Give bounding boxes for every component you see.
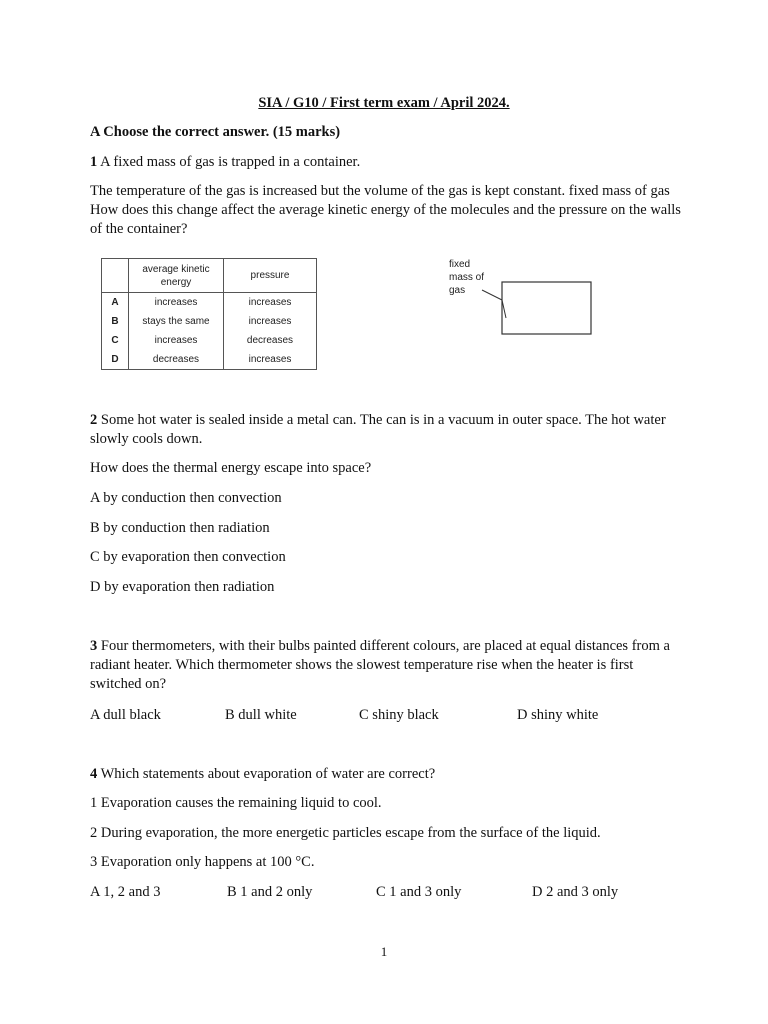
row-ke: increases: [129, 293, 224, 313]
question-3-option: B dull white: [225, 707, 297, 723]
question-1-intro: [90, 153, 360, 172]
question-4-text: [90, 765, 435, 784]
exam-title: SIA / G10 / First term exam / April 2024.: [258, 95, 510, 111]
table-row: [102, 293, 317, 313]
row-pressure: increases: [224, 293, 317, 313]
question-4-option: A 1, 2 and 3: [90, 884, 161, 900]
row-label: B: [102, 312, 129, 331]
question-3-number: 3: [90, 638, 98, 654]
table-row: [102, 312, 317, 331]
pointer-line-2: [502, 300, 506, 318]
question-4-statement: 2 During evaporation, the more energetic particles escape from the surface of the liquid.: [90, 825, 601, 841]
answer-table-header: [102, 259, 317, 293]
table-row: [102, 350, 317, 370]
question-2-option: C by evaporation then convection: [90, 549, 286, 565]
row-pressure: increases: [224, 350, 317, 370]
question-2-body: Some hot water is sealed inside a metal can. The can is in a vacuum in outer space. The hot water slowly cools down.: [90, 412, 666, 447]
row-ke: decreases: [129, 350, 224, 370]
question-2-option: D by evaporation then radiation: [90, 579, 275, 595]
question-3-body: Four thermometers, with their bulbs painted different colours, are placed at equal distances from a radiant heater. Which thermometer shows the slowest temperature rise when the heater is first switched on?: [90, 638, 670, 692]
row-label: D: [102, 350, 129, 370]
question-4-statement: 1 Evaporation causes the remaining liquid to cool.: [90, 795, 382, 811]
question-4-statement: 3 Evaporation only happens at 100 °C.: [90, 854, 315, 870]
question-3-option: C shiny black: [359, 707, 439, 723]
question-1-text: The temperature of the gas is increased but the volume of the gas is kept constant. fixed mass of gas How does this change affect the average kinetic energy of the molecules and the pressure on the walls of the container?: [90, 183, 681, 237]
question-3-option: D shiny white: [517, 707, 599, 723]
row-ke: stays the same: [129, 312, 224, 331]
question-2-number: 2: [90, 412, 98, 428]
question-2-text: [90, 411, 682, 449]
question-1-line1: A fixed mass of gas is trapped in a container.: [97, 154, 361, 170]
question-4-option: B 1 and 2 only: [227, 884, 313, 900]
table-corner: [102, 259, 129, 293]
question-1-number: 1: [90, 154, 98, 170]
row-pressure: increases: [224, 312, 317, 331]
question-4-body: Which statements about evaporation of water are correct?: [97, 766, 436, 782]
question-4-option: D 2 and 3 only: [532, 884, 619, 900]
row-pressure: decreases: [224, 331, 317, 350]
row-label: C: [102, 331, 129, 350]
page-number: 1: [380, 944, 388, 959]
container-box: [502, 282, 591, 334]
section-heading: A Choose the correct answer. (15 marks): [90, 124, 341, 140]
question-4-option: C 1 and 3 only: [376, 884, 462, 900]
question-4-number: 4: [90, 766, 98, 782]
row-label: A: [102, 293, 129, 313]
answer-table: [101, 258, 317, 370]
col-kinetic-energy: average kinetic energy: [129, 259, 224, 293]
row-ke: increases: [129, 331, 224, 350]
col-pressure: pressure: [224, 259, 317, 293]
question-3-option: A dull black: [90, 707, 161, 723]
question-2-option: B by conduction then radiation: [90, 520, 270, 536]
question-3-text: [90, 637, 682, 694]
table-row: [102, 331, 317, 350]
pointer-line: [482, 290, 502, 300]
question-2-option: A by conduction then convection: [90, 490, 282, 506]
question-2-question: How does the thermal energy escape into space?: [90, 460, 372, 476]
container-diagram: [470, 276, 600, 340]
diagram-label: fixed mass of gas: [449, 259, 485, 296]
